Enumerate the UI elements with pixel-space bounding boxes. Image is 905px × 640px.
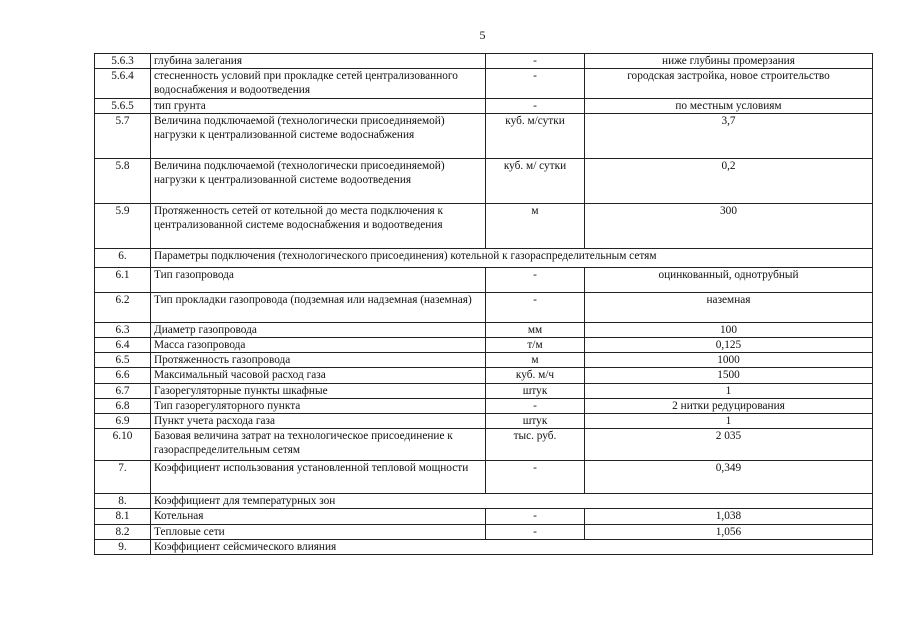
row-value: 1000 <box>585 353 873 368</box>
row-number: 6.6 <box>95 368 151 384</box>
row-value: 0,2 <box>585 159 873 204</box>
row-unit: - <box>486 293 585 323</box>
table-row <box>95 384 873 399</box>
row-description: Котельная <box>151 509 486 525</box>
table-row <box>95 353 873 368</box>
table-row <box>95 461 873 494</box>
row-value: оцинкованный, однотрубный <box>585 268 873 293</box>
row-value: 0,125 <box>585 338 873 353</box>
table-row <box>95 159 873 204</box>
section-row <box>95 494 873 509</box>
table-row <box>95 338 873 353</box>
row-value: 1,038 <box>585 509 873 525</box>
row-unit: куб. м/ сутки <box>486 159 585 204</box>
row-unit: - <box>486 268 585 293</box>
row-number: 6.2 <box>95 293 151 323</box>
row-value: наземная <box>585 293 873 323</box>
row-number: 5.6.4 <box>95 69 151 99</box>
row-unit: - <box>486 54 585 69</box>
row-description: Базовая величина затрат на технологическое присоединение к газораспределительным сетям <box>151 429 486 461</box>
row-unit: - <box>486 69 585 99</box>
row-unit: тыс. руб. <box>486 429 585 461</box>
row-number: 6.7 <box>95 384 151 399</box>
row-value: 100 <box>585 323 873 338</box>
row-unit: - <box>486 509 585 525</box>
row-description: Тепловые сети <box>151 525 486 540</box>
table-row <box>95 368 873 384</box>
row-number: 7. <box>95 461 151 494</box>
row-value: городская застройка, новое строительство <box>585 69 873 99</box>
row-description: Протяженность газопровода <box>151 353 486 368</box>
section-row <box>95 249 873 268</box>
row-number: 6.8 <box>95 399 151 414</box>
table-row <box>95 429 873 461</box>
row-number: 5.8 <box>95 159 151 204</box>
table-row <box>95 54 873 69</box>
table-row <box>95 323 873 338</box>
row-description: Величина подключаемой (технологически присоединяемой) нагрузки к централизованной системе водоотведения <box>151 159 486 204</box>
table-row <box>95 293 873 323</box>
row-value: 1,056 <box>585 525 873 540</box>
row-unit: мм <box>486 323 585 338</box>
row-number: 5.7 <box>95 114 151 159</box>
table-row <box>95 99 873 114</box>
parameters-table <box>94 53 873 555</box>
row-unit: м <box>486 204 585 249</box>
table-row <box>95 69 873 99</box>
row-value: 1500 <box>585 368 873 384</box>
row-unit: т/м <box>486 338 585 353</box>
table-body <box>95 54 873 555</box>
row-number: 6.10 <box>95 429 151 461</box>
row-number: 6.4 <box>95 338 151 353</box>
section-row <box>95 540 873 555</box>
row-description: Коэффициент сейсмического влияния <box>151 540 873 555</box>
row-unit: - <box>486 525 585 540</box>
row-description: Тип газорегуляторного пункта <box>151 399 486 414</box>
table-row <box>95 399 873 414</box>
row-description: Величина подключаемой (технологически присоединяемой) нагрузки к централизованной системе водоснабжения <box>151 114 486 159</box>
row-number: 6.5 <box>95 353 151 368</box>
table-row <box>95 414 873 429</box>
row-value: 1 <box>585 384 873 399</box>
row-value: 300 <box>585 204 873 249</box>
row-description: Пункт учета расхода газа <box>151 414 486 429</box>
row-description: глубина залегания <box>151 54 486 69</box>
row-description: Масса газопровода <box>151 338 486 353</box>
row-unit: штук <box>486 384 585 399</box>
table-row <box>95 114 873 159</box>
row-number: 6.3 <box>95 323 151 338</box>
row-value: ниже глубины промерзания <box>585 54 873 69</box>
row-value: по местным условиям <box>585 99 873 114</box>
row-value: 2 нитки редуцирования <box>585 399 873 414</box>
row-number: 5.6.5 <box>95 99 151 114</box>
row-number: 8. <box>95 494 151 509</box>
row-unit: - <box>486 399 585 414</box>
row-number: 6.1 <box>95 268 151 293</box>
table-row <box>95 268 873 293</box>
row-description: Коэффициент использования установленной тепловой мощности <box>151 461 486 494</box>
row-number: 6. <box>95 249 151 268</box>
row-description: Диаметр газопровода <box>151 323 486 338</box>
row-description: Протяженность сетей от котельной до места подключения к централизованной системе водоснабжения и водоотведения <box>151 204 486 249</box>
row-description: Газорегуляторные пункты шкафные <box>151 384 486 399</box>
row-value: 1 <box>585 414 873 429</box>
table-row <box>95 525 873 540</box>
row-unit: м <box>486 353 585 368</box>
row-number: 8.2 <box>95 525 151 540</box>
row-description: тип грунта <box>151 99 486 114</box>
row-unit: штук <box>486 414 585 429</box>
row-number: 9. <box>95 540 151 555</box>
row-description: Тип прокладки газопровода (подземная или надземная (наземная) <box>151 293 486 323</box>
row-description: Тип газопровода <box>151 268 486 293</box>
row-number: 5.6.3 <box>95 54 151 69</box>
page-number: 5 <box>479 28 486 42</box>
table-row <box>95 204 873 249</box>
row-description: стесненность условий при прокладке сетей централизованного водоснабжения и водоотведения <box>151 69 486 99</box>
row-value: 0,349 <box>585 461 873 494</box>
row-unit: - <box>486 461 585 494</box>
row-unit: - <box>486 99 585 114</box>
row-description: Максимальный часовой расход газа <box>151 368 486 384</box>
row-unit: куб. м/сутки <box>486 114 585 159</box>
row-description: Параметры подключения (технологического присоединения) котельной к газораспределительным сетям <box>151 249 873 268</box>
row-value: 2 035 <box>585 429 873 461</box>
row-unit: куб. м/ч <box>486 368 585 384</box>
row-number: 5.9 <box>95 204 151 249</box>
row-number: 8.1 <box>95 509 151 525</box>
row-value: 3,7 <box>585 114 873 159</box>
table-row <box>95 509 873 525</box>
row-description: Коэффициент для температурных зон <box>151 494 873 509</box>
row-number: 6.9 <box>95 414 151 429</box>
